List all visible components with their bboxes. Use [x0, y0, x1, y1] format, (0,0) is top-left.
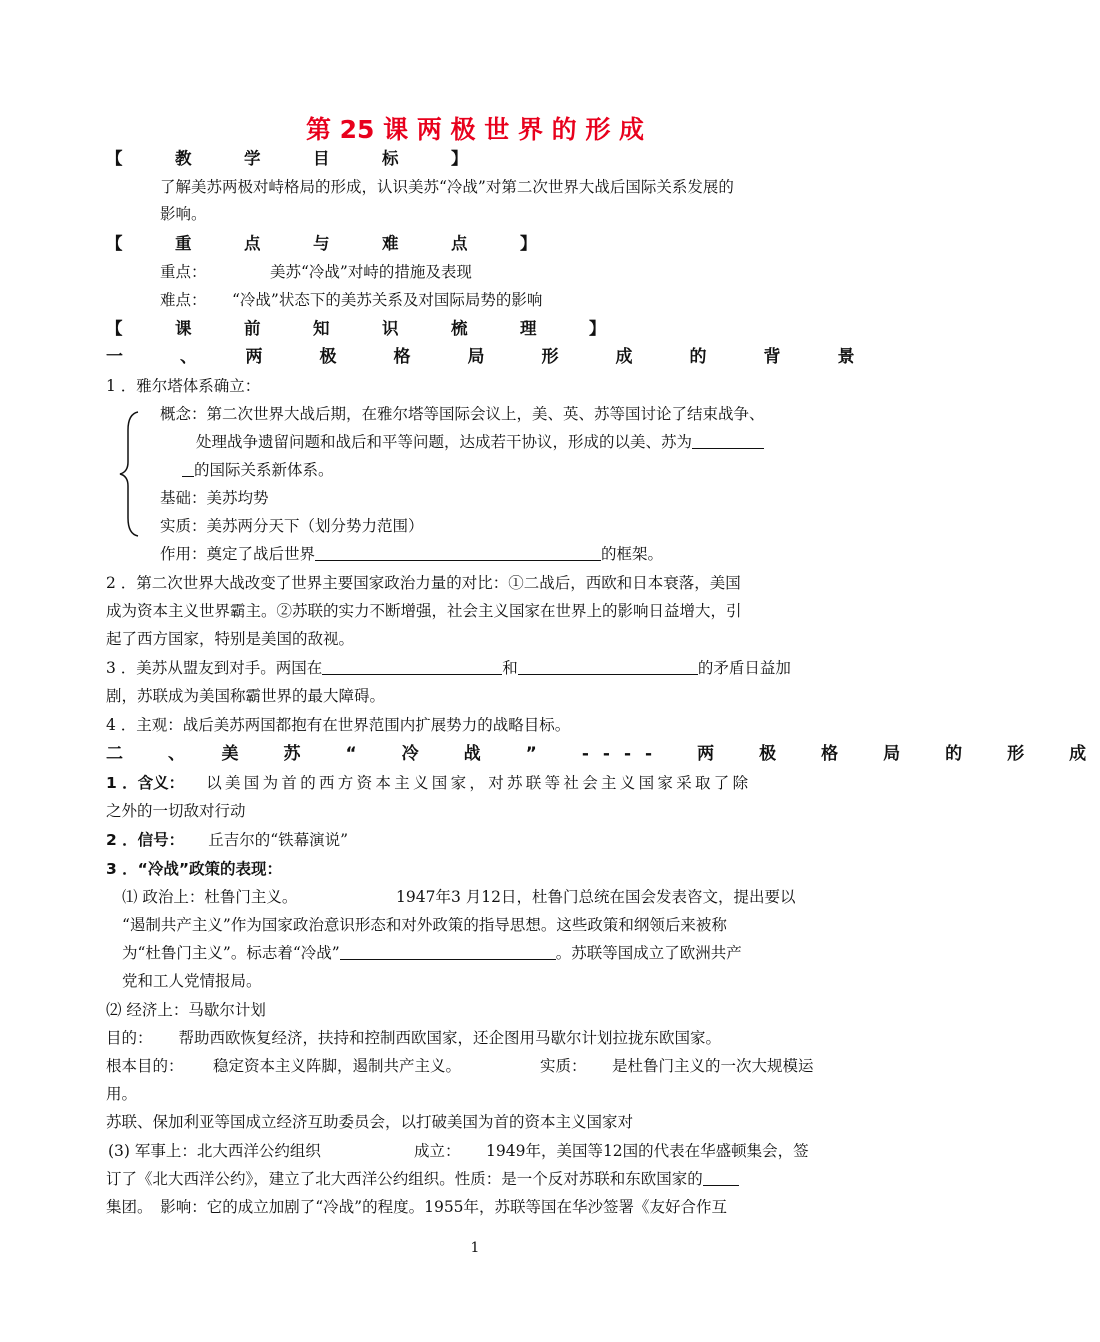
left-brace-icon: [118, 410, 140, 538]
politics-label: ⑴ 政治上：杜鲁门主义。: [122, 888, 298, 906]
root-purpose-label: 根本目的：: [106, 1057, 184, 1075]
item4-line: 4 ．主观：战后美苏两国都抱有在世界范围内扩展势力的战略目标。: [106, 716, 571, 734]
definition-line-1: 1 ．含义： 以美国为首的西方资本主义国家，对苏联等社会主义国家采取了除: [106, 774, 752, 792]
page-number: 1: [470, 1240, 480, 1256]
item2-line-1: 2 ．第二次世界大战改变了世界主要国家政治力量的对比：①二战后，西欧和日本衰落，美国: [106, 574, 741, 592]
lesson-title: 第 25 课 两 极 世 界 的 形 成: [305, 115, 645, 144]
essence-line: 实质：美苏两分天下（划分势力范围）: [160, 517, 424, 535]
section-review: 【 课 前 知 识 梳 理 】: [106, 319, 624, 338]
politics-text-4: 党和工人党情报局。: [122, 972, 262, 990]
section-key-points: 【 重 点 与 难 点 】: [106, 234, 555, 253]
item3-line-2: 剧，苏联成为美国称霸世界的最大障碍。: [106, 687, 386, 705]
part2-heading: 二 、 美 苏 “ 冷 战 ” ---- 两 极 格 局 的 形 成: [106, 744, 1100, 764]
blank-fill[interactable]: [182, 460, 194, 477]
difficulty-label: 难点：: [160, 291, 207, 309]
blank-fill[interactable]: [518, 658, 698, 675]
essence-text-2: 用。: [106, 1085, 138, 1103]
forms-heading: 3 ．“冷战”政策的表现：: [106, 860, 283, 878]
essence-label: 实质：: [540, 1057, 587, 1075]
root-purpose-text: 稳定资本主义阵脚，遏制共产主义。: [213, 1057, 462, 1075]
objectives-line-2: 影响。: [160, 205, 207, 223]
purpose-line: 目的： 帮助西欧恢复经济，扶持和控制西欧国家，还企图用马歇尔计划拉拢东欧国家。: [106, 1029, 722, 1047]
founding-text: 1949年，美国等12国的代表在华盛顿集会，签: [486, 1142, 809, 1160]
blank-fill[interactable]: [322, 658, 502, 675]
politics-text-3: 为“杜鲁门主义”。标志着“冷战” 。苏联等国成立了欧洲共产: [122, 944, 742, 962]
section-objectives: 【 教 学 目 标 】: [106, 149, 486, 168]
blank-fill[interactable]: [315, 544, 601, 561]
essence-text: 是杜鲁门主义的一次大规模运: [612, 1057, 814, 1075]
founding-label: 成立：: [414, 1142, 461, 1160]
economy-label: ⑵ 经济上：马歇尔计划: [106, 1001, 266, 1019]
concept-line-3: 的国际关系新体系。: [182, 459, 334, 481]
blank-fill[interactable]: [340, 943, 556, 960]
politics-text-2: “遏制共产主义”作为国家政治意识形态和对外政策的指导思想。这些政策和纲领后来被称: [122, 916, 727, 934]
concept-line-1: 概念：第二次世界大战后期，在雅尔塔等国际会议上，美、英、苏等国讨论了结束战争、: [160, 405, 765, 423]
military-label: (3) 军事上：北大西洋公约组织: [108, 1142, 321, 1160]
key-point-label: 重点：: [160, 263, 207, 281]
item2-line-2: 成为资本主义世界霸主。②苏联的实力不断增强，社会主义国家在世界上的影响日益增大，引: [106, 602, 742, 620]
key-point-text: 美苏“冷战”对峙的措施及表现: [270, 263, 472, 281]
part1-item1: 1 ．雅尔塔体系确立：: [106, 377, 261, 395]
signal-line: 2 ．信号： 丘吉尔的“铁幕演说”: [106, 831, 349, 849]
objectives-line-1: 了解美苏两极对峙格局的形成，认识美苏“冷战”对第二次世界大战后国际关系发展的: [160, 178, 734, 196]
definition-line-2: 之外的一切敌对行动: [106, 802, 246, 820]
politics-text-1: 1947年3 月12日，杜鲁门总统在国会发表咨文，提出要以: [396, 888, 796, 906]
effect-line: 作用：奠定了战后世界 的框架。: [160, 545, 664, 563]
item2-line-3: 起了西方国家，特别是美国的敌视。: [106, 630, 355, 648]
blank-fill[interactable]: [703, 1169, 739, 1186]
part1-heading: 一 、 两 极 格 局 形 成 的 背 景: [106, 347, 875, 367]
comecon-line: 苏联、保加利亚等国成立经济互助委员会，以打破美国为首的资本主义国家对: [106, 1113, 634, 1131]
basis-line: 基础：美苏均势: [160, 489, 269, 507]
blank-fill[interactable]: [692, 432, 764, 449]
difficulty-text: “冷战”状态下的美苏关系及对国际局势的影响: [232, 291, 543, 309]
nato-line: 订了《北大西洋公约》，建立了北大西洋公约组织。性质：是一个反对苏联和东欧国家的: [106, 1168, 739, 1190]
impact-line: 集团。 影响：它的成立加剧了“冷战”的程度。1955年，苏联等国在华沙签署《友好合作互: [106, 1198, 728, 1216]
concept-line-2: 处理战争遗留问题和战后和平等问题，达成若干协议，形成的以美、苏为: [196, 431, 764, 453]
item3-line-1: 3 ．美苏从盟友到对手。两国在 和 的矛盾日益加: [106, 659, 791, 677]
